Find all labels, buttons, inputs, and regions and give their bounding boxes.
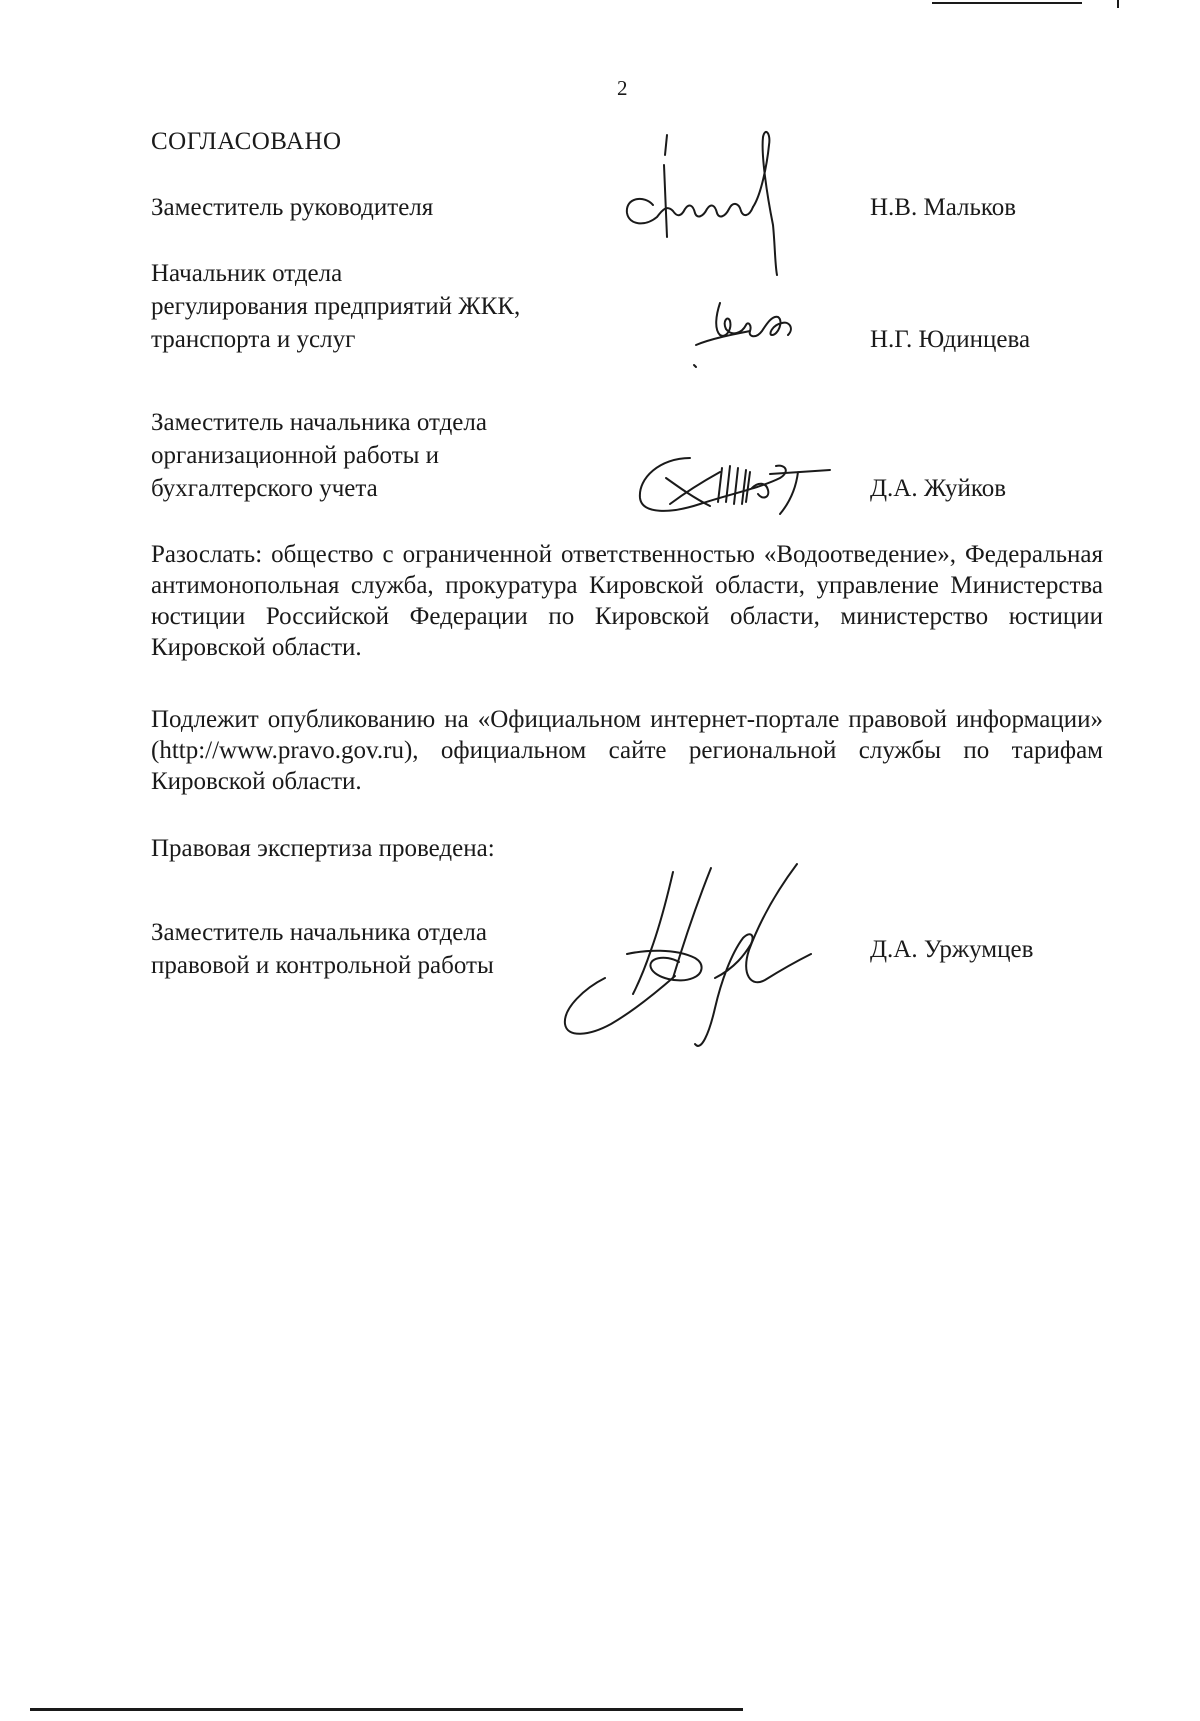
signatory-title-line: организационной работы и bbox=[151, 442, 440, 469]
signatory-name: Н.Г. Юдинцева bbox=[870, 326, 1031, 353]
bottom-edge-line bbox=[30, 1708, 743, 1711]
legal-review-heading: Правовая экспертиза проведена: bbox=[151, 835, 495, 862]
signature-image bbox=[615, 125, 815, 285]
signatory-title-line: Начальник отдела bbox=[151, 260, 343, 287]
signature-image bbox=[630, 448, 850, 528]
signatory-name: Д.А. Жуйков bbox=[870, 475, 1007, 502]
distribution-paragraph: Разослать: общество с ограниченной ответственностью «Водоотведение», Федеральная антимонопольная служба, прокуратура Кировской области, управление Министерства юстиции Российской Федерации по Кировской области, министерство юстиции Кировской области. bbox=[151, 541, 1103, 661]
legal-review-title-line: Заместитель начальника отдела bbox=[151, 919, 487, 946]
publication-paragraph: Подлежит опубликованию на «Официальном интернет-портале правовой информации» (http://www.pravo.gov.ru), официальном сайте региональной службы по тарифам Кировской области. bbox=[151, 706, 1103, 795]
signatory-name: Н.В. Мальков bbox=[870, 194, 1017, 221]
signature-image bbox=[690, 295, 830, 375]
top-edge-mark bbox=[932, 0, 1122, 8]
agreed-heading: СОГЛАСОВАНО bbox=[151, 128, 342, 155]
page-number: 2 bbox=[617, 76, 628, 100]
signatory-title-line: транспорта и услуг bbox=[151, 326, 356, 353]
signatory-title-line: Заместитель руководителя bbox=[151, 194, 434, 221]
legal-review-title-line: правовой и контрольной работы bbox=[151, 952, 494, 979]
legal-review-name: Д.А. Уржумцев bbox=[870, 936, 1034, 963]
signatory-title-line: бухгалтерского учета bbox=[151, 475, 378, 502]
signature-image bbox=[555, 858, 855, 1058]
signatory-title-line: регулирования предприятий ЖКК, bbox=[151, 293, 521, 320]
signatory-title-line: Заместитель начальника отдела bbox=[151, 409, 487, 436]
